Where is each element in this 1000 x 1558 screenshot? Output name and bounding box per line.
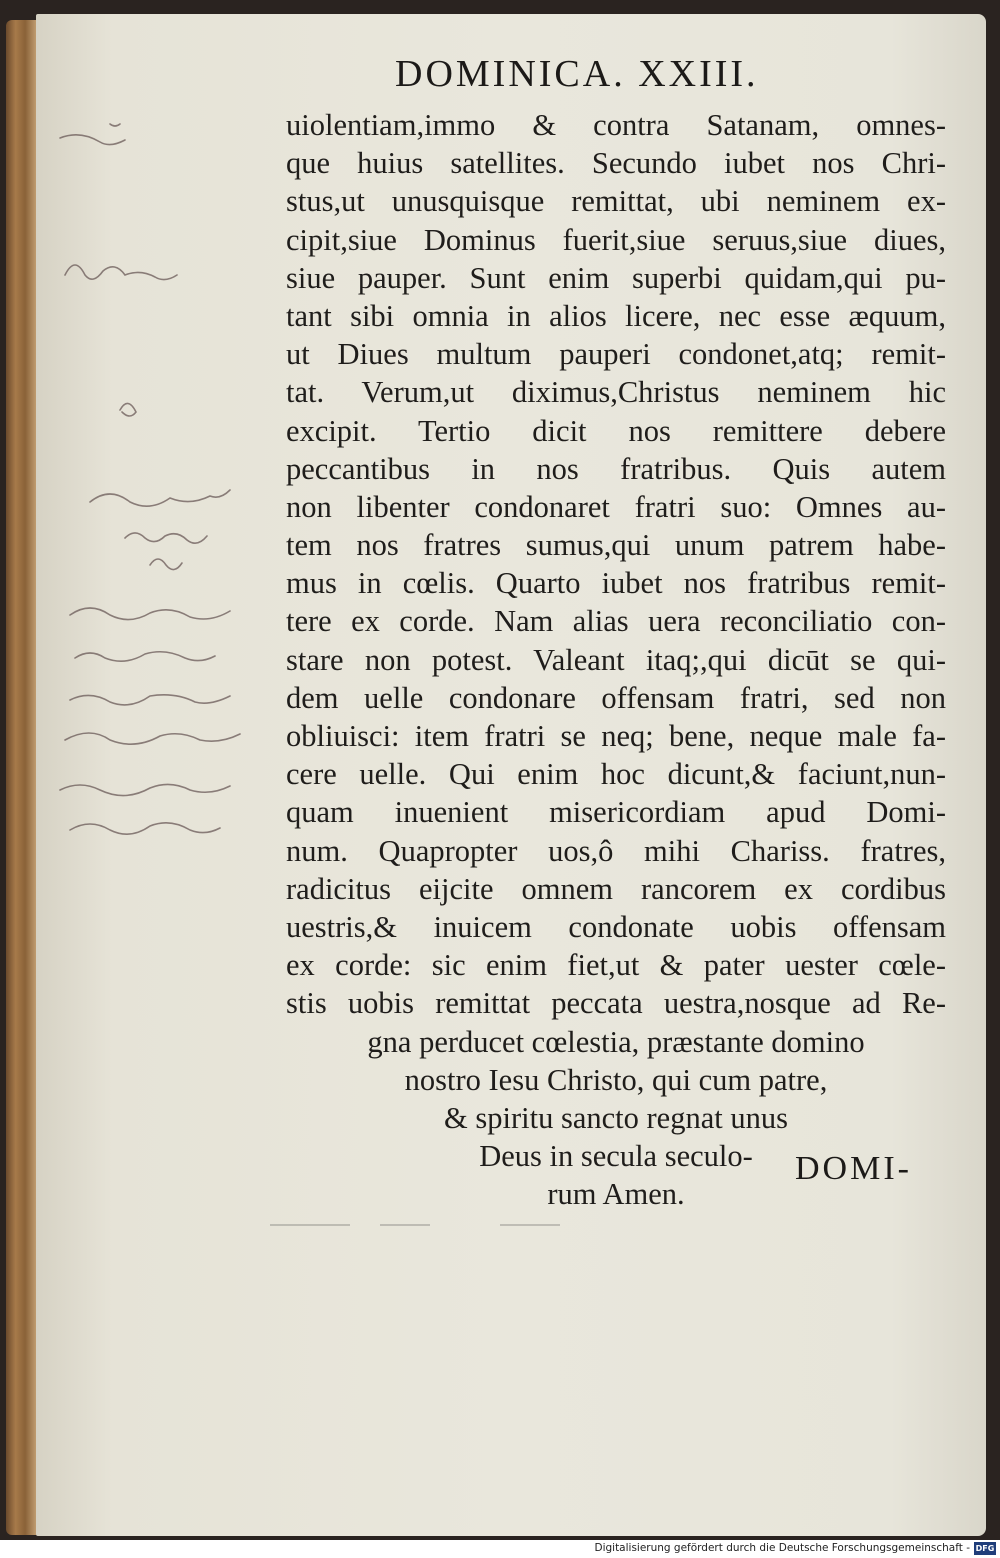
text-line: stis uobis remittat peccata uestra,nosque ad Re- xyxy=(286,986,946,1021)
text-line: tant sibi omnia in alios licere, nec esse æquum, xyxy=(286,298,946,333)
text-line: dem uelle condonare offensam fratri, sed non xyxy=(286,680,946,715)
text-line: ex corde: sic enim fiet,ut & pater uester cœle- xyxy=(286,948,946,983)
text-line: tem nos fratres sumus,qui unum patrem habe- xyxy=(286,528,946,563)
text-line: siue pauper. Sunt enim superbi quidam,qui pu- xyxy=(286,260,946,295)
text-line: peccantibus in nos fratribus. Quis autem xyxy=(286,451,946,486)
text-line: que huius satellites. Secundo iubet nos Chri- xyxy=(286,146,946,181)
text-line-centered: rum Amen. xyxy=(547,1177,685,1212)
text-line: cere uelle. Qui enim hoc dicunt,& faciunt,nun- xyxy=(286,757,946,792)
text-line: non libenter condonaret fratri suo: Omnes au- xyxy=(286,489,946,524)
footer-bar xyxy=(0,1540,1000,1558)
text-line: tat. Verum,ut diximus,Christus neminem hic xyxy=(286,375,946,410)
text-line: stare non potest. Valeant itaq;,qui dicūt se qui- xyxy=(286,642,946,677)
text-line: radicitus eijcite omnem rancorem ex cordibus xyxy=(286,871,946,906)
text-line-centered: Deus in secula seculo- xyxy=(479,1139,753,1174)
dfg-logo: DFG xyxy=(975,1544,995,1553)
text-line-centered: gna perducet cœlestia, præstante domino xyxy=(367,1024,865,1059)
text-line: ut Diues multum pauperi condonet,atq; remit- xyxy=(286,337,946,372)
text-line: num. Quapropter uos,ô mihi Chariss. fratres, xyxy=(286,833,946,868)
book-page-edges xyxy=(6,20,38,1535)
running-head: DOMINICA. XXIII. xyxy=(395,53,759,95)
body-text xyxy=(286,106,946,1213)
text-line: stus,ut unusquisque remittat, ubi neminem ex- xyxy=(286,184,946,219)
text-line: uestris,& inuicem condonate uobis offensam xyxy=(286,909,946,944)
text-line-centered: & spiritu sancto regnat unus xyxy=(444,1100,788,1135)
catchword: DOMI- xyxy=(795,1150,912,1187)
text-line: mus in cœlis. Quarto iubet nos fratribus remit- xyxy=(286,566,946,601)
show-through-bleed xyxy=(270,1210,600,1240)
funding-credit: Digitalisierung gefördert durch die Deutsche Forschungsgemeinschaft - xyxy=(594,1542,970,1554)
text-line-centered: nostro Iesu Christo, qui cum patre, xyxy=(404,1062,828,1097)
text-line: excipit. Tertio dicit nos remittere debere xyxy=(286,413,946,448)
handwritten-marginalia xyxy=(50,110,280,870)
text-line: uiolentiam,immo & contra Satanam, omnes- xyxy=(286,108,946,142)
text-line: tere ex corde. Nam alias uera reconciliatio con- xyxy=(286,604,946,639)
text-line: cipit,siue Dominus fuerit,siue seruus,siue diues, xyxy=(286,222,946,257)
text-line: obliuisci: item fratri se neq; bene, neque male fa- xyxy=(286,719,946,753)
text-line: quam inuenient misericordiam apud Domi- xyxy=(286,795,946,830)
